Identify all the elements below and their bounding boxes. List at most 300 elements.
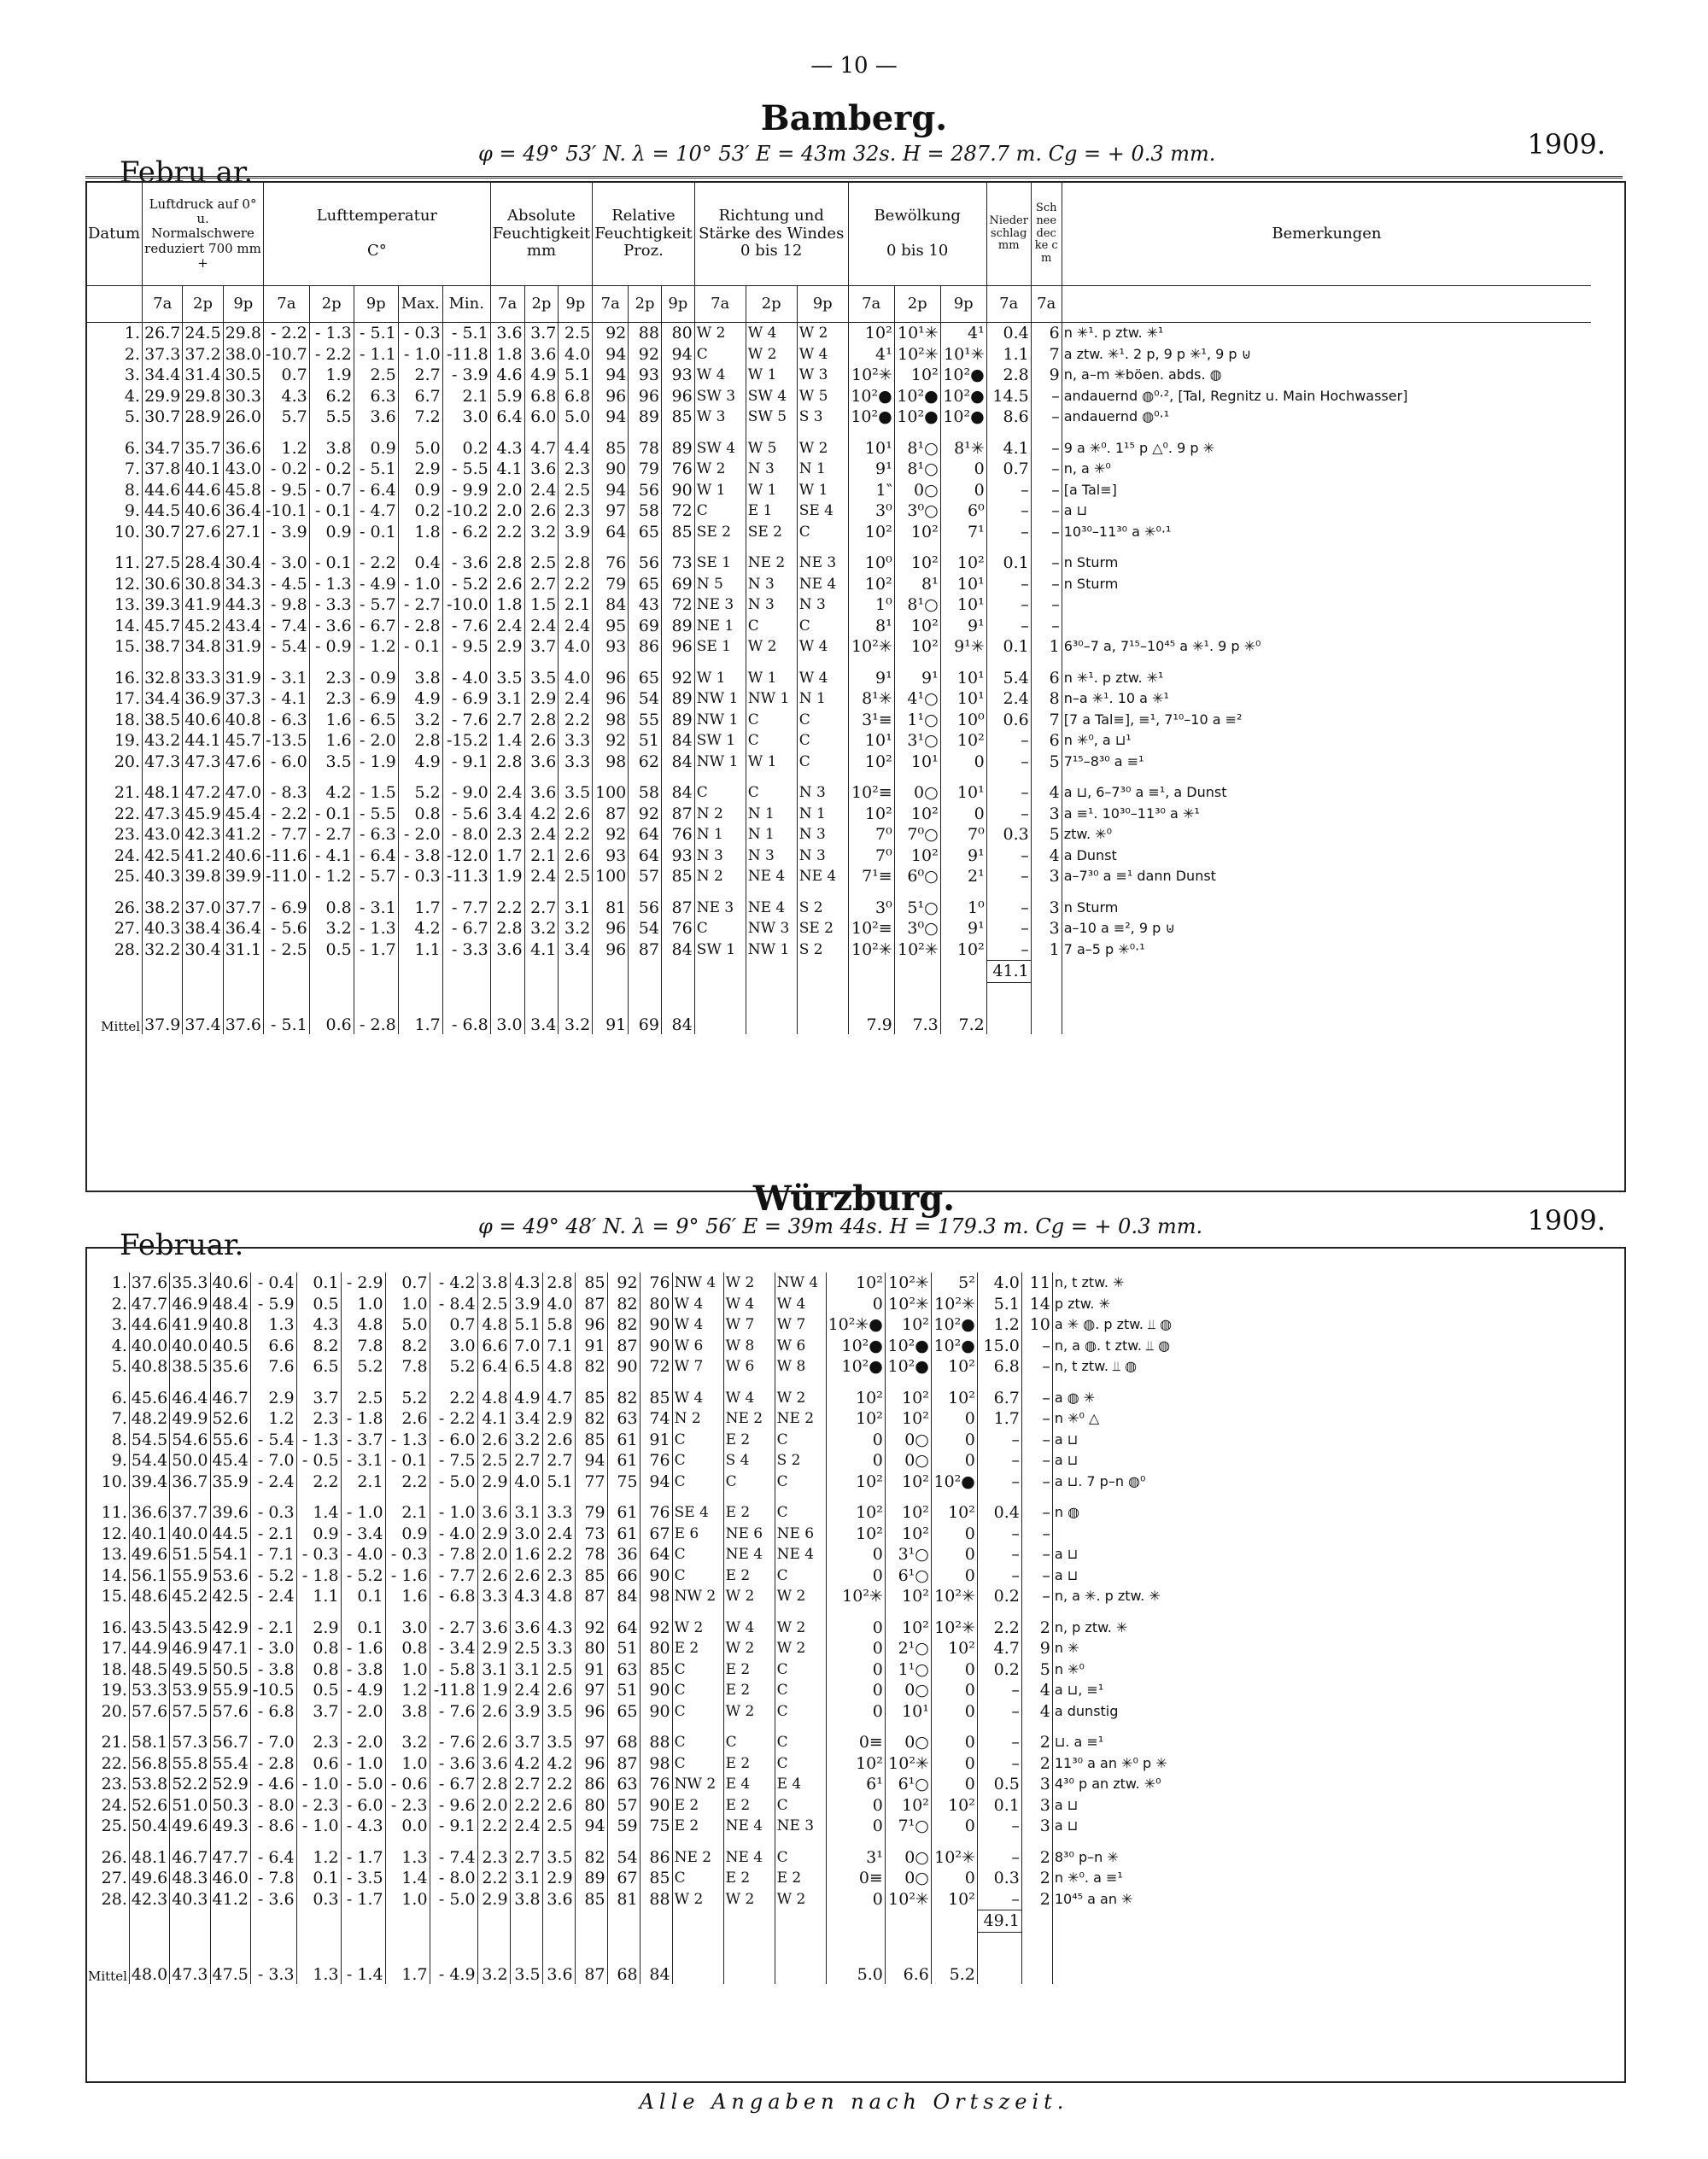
sum-cell	[223, 961, 263, 983]
table-cell: 96	[593, 939, 629, 961]
table-cell: - 1.0	[430, 1502, 477, 1524]
row-gap	[86, 887, 1592, 898]
gap-cell	[797, 428, 848, 438]
gap-cell	[86, 1837, 130, 1847]
table-cell: C	[775, 1753, 826, 1775]
table-row	[86, 1732, 1582, 1753]
table-cell: 2.1	[341, 1472, 385, 1493]
gap-cell	[826, 1378, 885, 1388]
gap-cell	[931, 1837, 977, 1847]
mean-cell	[977, 1932, 1021, 1984]
table-cell: n, a–m ✳böen. abds. ◍	[1062, 365, 1591, 386]
sum-cell	[848, 961, 894, 983]
table-cell: N 3	[746, 845, 797, 867]
table-cell: a ⊔, ≡¹	[1052, 1680, 1582, 1701]
table-cell: 4.1	[524, 939, 559, 961]
table-cell: NW 4	[775, 1273, 826, 1294]
table-cell: - 4.3	[341, 1816, 385, 1837]
table-cell: 3.1	[559, 898, 593, 919]
gap-cell	[490, 887, 524, 898]
gap-cell	[477, 1378, 510, 1388]
gap-cell	[442, 772, 490, 782]
table-cell: - 1.0	[398, 574, 442, 595]
table-cell: 61	[607, 1524, 640, 1545]
table-cell: 5.1	[510, 1314, 542, 1336]
table-cell: 9¹	[848, 668, 894, 689]
table-cell: 14.5	[986, 386, 1031, 407]
table-cell: NW 1	[694, 710, 746, 731]
mean-cell: 37.9	[143, 982, 183, 1034]
table-cell: 40.1	[183, 459, 223, 480]
table-cell: W 2	[694, 459, 746, 480]
table-cell: C	[746, 710, 797, 731]
table-cell: 3.4	[510, 1408, 542, 1430]
table-cell: 0	[931, 1868, 977, 1889]
table-cell: 58.1	[129, 1732, 169, 1753]
table-cell: - 0.1	[309, 804, 354, 825]
gap-cell	[661, 772, 694, 782]
sum-cell	[1062, 961, 1591, 983]
table-cell: 0	[940, 459, 986, 480]
gap-cell	[723, 1837, 775, 1847]
table-cell: 10¹	[940, 782, 986, 804]
table-cell: - 3.5	[341, 1868, 385, 1889]
table-cell: 0	[931, 1565, 977, 1587]
table-cell: –	[977, 1565, 1021, 1587]
table-cell: - 4.9	[354, 574, 398, 595]
table-cell: W 1	[797, 480, 848, 501]
table-cell: 31.9	[223, 668, 263, 689]
table-cell: n Sturm	[1062, 553, 1591, 574]
gap-cell	[490, 542, 524, 553]
table-cell: 57.5	[170, 1701, 210, 1723]
table-cell: 11.	[86, 1502, 130, 1524]
gap-cell	[885, 1837, 931, 1847]
table-cell: 0≡	[826, 1732, 885, 1753]
table-cell: 4³⁰ p an ztw. ✳⁰	[1052, 1774, 1582, 1795]
gap-cell	[885, 1378, 931, 1388]
table-cell: 87	[607, 1336, 640, 1357]
table-cell: 5.2	[430, 1356, 477, 1378]
gap-cell	[143, 772, 183, 782]
table-cell: 11.	[86, 553, 143, 574]
table-cell: 6¹	[826, 1774, 885, 1795]
table-cell: 10²●	[931, 1336, 977, 1357]
table-cell: - 1.7	[354, 939, 398, 961]
table-cell: 3.4	[490, 804, 524, 825]
table-cell: 10	[1021, 1314, 1052, 1336]
table-cell: 1.6	[309, 710, 354, 731]
table-cell: 0	[826, 1680, 885, 1701]
table-cell: W 4	[723, 1388, 775, 1409]
table-cell: N 5	[694, 574, 746, 595]
table-cell: 4.8	[477, 1388, 510, 1409]
table-cell: 1.0	[341, 1294, 385, 1315]
table-cell: 14.	[86, 616, 143, 637]
table-cell: 64	[593, 522, 629, 543]
table-cell: 4¹	[848, 344, 894, 366]
table-cell: 96	[593, 668, 629, 689]
table-cell: 44.6	[143, 480, 183, 501]
table-cell: 0.3	[977, 1868, 1021, 1889]
table-cell: - 2.0	[341, 1701, 385, 1723]
table-cell: 56.1	[129, 1565, 169, 1587]
table-cell: –	[1031, 594, 1062, 616]
table-cell: W 4	[672, 1294, 723, 1315]
table-cell: 1.6	[385, 1586, 430, 1607]
table-cell: - 0.4	[250, 1273, 296, 1294]
table-cell: C	[797, 710, 848, 731]
table-cell: 45.4	[223, 804, 263, 825]
header-sub-4: 7a	[264, 286, 310, 323]
table-cell: W 2	[746, 636, 797, 658]
table-cell: 53.8	[129, 1774, 169, 1795]
table-cell: 10²	[940, 939, 986, 961]
table-cell: 41.2	[210, 1889, 250, 1910]
table-cell: 3.5	[542, 1701, 575, 1723]
table-cell: 2.8	[490, 752, 524, 773]
table-cell: NE 6	[775, 1524, 826, 1545]
table-cell: - 7.8	[250, 1868, 296, 1889]
table-cell: 10²	[931, 1638, 977, 1659]
table-cell: 89	[629, 407, 662, 428]
header-sub-7: Max.	[398, 286, 442, 323]
table-row	[86, 1273, 1582, 1294]
table-cell: W 1	[746, 668, 797, 689]
table-cell: NW 2	[672, 1586, 723, 1607]
header-sub-0	[86, 286, 143, 323]
table-cell: - 5.4	[250, 1430, 296, 1451]
table-cell: 57.3	[170, 1732, 210, 1753]
table-cell: 5¹○	[894, 898, 940, 919]
mean-cell	[797, 982, 848, 1034]
header-sub-22: 7a	[1031, 286, 1062, 323]
gap-cell	[129, 1607, 169, 1618]
table-row	[86, 845, 1592, 867]
table-cell: 10²	[885, 1408, 931, 1430]
gap-cell	[575, 1492, 607, 1502]
table-cell: SW 3	[694, 386, 746, 407]
table-row	[86, 344, 1592, 366]
mean-cell: 1.3	[296, 1932, 341, 1984]
gap-cell	[672, 1607, 723, 1618]
table-cell: 19.	[86, 1680, 130, 1701]
table-cell: 2.4	[524, 866, 559, 887]
table-cell: 61	[607, 1430, 640, 1451]
table-cell: 20.	[86, 1701, 130, 1723]
gap-cell	[143, 428, 183, 438]
table-cell: 6.8	[977, 1356, 1021, 1378]
table-cell: 3.0	[385, 1618, 430, 1639]
table-cell: 0.2	[977, 1586, 1021, 1607]
table-cell: 90	[640, 1336, 672, 1357]
table-cell: 89	[661, 616, 694, 637]
table-cell: 3.8	[309, 438, 354, 459]
table-cell: - 7.8	[430, 1544, 477, 1565]
table-cell: 81	[607, 1889, 640, 1910]
table-cell: 90	[640, 1314, 672, 1336]
table-cell: 75	[607, 1472, 640, 1493]
table-cell: 38.7	[143, 636, 183, 658]
table-cell: - 9.5	[442, 636, 490, 658]
table-cell: 67	[607, 1868, 640, 1889]
table-cell: –	[986, 594, 1031, 616]
table-cell: C	[672, 1544, 723, 1565]
table-cell: 3.6	[490, 323, 524, 344]
table-cell: 3.6	[524, 752, 559, 773]
gap-cell	[210, 1378, 250, 1388]
table-cell: 4.3	[510, 1586, 542, 1607]
table-cell: 28.	[86, 939, 143, 961]
table-cell: - 7.6	[442, 710, 490, 731]
mean-cell	[746, 982, 797, 1034]
table-cell: 2.9	[477, 1889, 510, 1910]
header-sub-20: 9p	[940, 286, 986, 323]
table-cell: 98	[640, 1586, 672, 1607]
table-cell: -10.5	[250, 1680, 296, 1701]
table-cell: 18.	[86, 1659, 130, 1681]
gap-cell	[629, 772, 662, 782]
table-cell: 30.6	[143, 574, 183, 595]
table-cell: 92	[575, 1618, 607, 1639]
table-cell: 10²●	[940, 407, 986, 428]
table-cell: a Dunst	[1062, 845, 1591, 867]
gap-cell	[1062, 428, 1591, 438]
table-cell: 1.9	[490, 866, 524, 887]
table-cell: 0	[826, 1795, 885, 1817]
table-cell: 2.4	[490, 782, 524, 804]
table-cell: 57	[629, 866, 662, 887]
table-cell: SW 1	[694, 939, 746, 961]
table-cell: 84	[661, 730, 694, 752]
mean-cell: 3.2	[477, 1932, 510, 1984]
table-cell: 91	[575, 1659, 607, 1681]
table-cell: 2	[1021, 1889, 1052, 1910]
table-cell: 28.9	[183, 407, 223, 428]
table-cell: 2.5	[524, 553, 559, 574]
gap-cell	[296, 1378, 341, 1388]
table-cell: 88	[640, 1732, 672, 1753]
table-cell: 3.8	[477, 1273, 510, 1294]
table-cell: 47.7	[210, 1847, 250, 1869]
table-cell: 3	[1021, 1816, 1052, 1837]
gap-cell	[341, 1492, 385, 1502]
table-cell: 0	[931, 1753, 977, 1775]
table-cell: 76	[640, 1450, 672, 1472]
table-cell: 40.3	[143, 918, 183, 939]
sum-cell	[775, 1910, 826, 1933]
table-cell: 1.0	[385, 1294, 430, 1315]
table-cell: 52.9	[210, 1774, 250, 1795]
header-sub-11: 9p	[559, 286, 593, 323]
met-table-1	[85, 1273, 1582, 1984]
gap-cell	[607, 1837, 640, 1847]
table-cell: 94	[661, 344, 694, 366]
table-row	[86, 1294, 1582, 1315]
table-cell: 2.4	[510, 1816, 542, 1837]
table-cell: 4.	[86, 386, 143, 407]
table-cell: 87	[661, 898, 694, 919]
sum-cell	[1021, 1910, 1052, 1933]
mean-cell: - 3.3	[250, 1932, 296, 1984]
mean-cell: 3.6	[542, 1932, 575, 1984]
table-cell: 85	[661, 522, 694, 543]
gap-cell	[607, 1607, 640, 1618]
table-cell: 4.7	[542, 1388, 575, 1409]
table-row	[86, 1502, 1582, 1524]
table-cell: 53.9	[170, 1680, 210, 1701]
row-gap	[86, 428, 1592, 438]
table-cell: 10²	[885, 1314, 931, 1336]
table-cell: 84	[593, 594, 629, 616]
table-cell: 0	[826, 1565, 885, 1587]
table-cell: - 0.7	[309, 480, 354, 501]
table-cell: 3	[1021, 1795, 1052, 1817]
gap-cell	[129, 1378, 169, 1388]
table-cell: 67	[640, 1524, 672, 1545]
table-cell: 47.2	[183, 782, 223, 804]
header-sub-3: 9p	[223, 286, 263, 323]
table-cell: E 2	[723, 1868, 775, 1889]
table-cell: - 2.0	[341, 1732, 385, 1753]
table-row	[86, 1701, 1582, 1723]
gap-cell	[848, 658, 894, 668]
table-cell: 4.2	[510, 1753, 542, 1775]
table-cell: 7⁰	[940, 824, 986, 845]
table-cell: -11.8	[430, 1680, 477, 1701]
table-cell: 2.9	[477, 1524, 510, 1545]
table-cell: –	[1021, 1388, 1052, 1409]
table-cell: a ✳ ◍. p ztw. ⫫ ◍	[1052, 1314, 1582, 1336]
table-cell: - 2.2	[264, 804, 310, 825]
table-cell: 3.0	[510, 1524, 542, 1545]
table-cell: 6.2	[309, 386, 354, 407]
header-lufttemperatur: Lufttemperatur C°	[264, 183, 491, 286]
table-cell: W 4	[797, 344, 848, 366]
header-luftdruck: Luftdruck auf 0° u. Normalschwere reduziert 700 mm +	[143, 183, 264, 286]
table-cell: 79	[593, 574, 629, 595]
table-cell: 47.3	[143, 804, 183, 825]
table-cell: 69	[661, 574, 694, 595]
table-cell: 6.8	[559, 386, 593, 407]
table-cell: 4.2	[542, 1753, 575, 1775]
table-cell: 3¹○	[885, 1544, 931, 1565]
table-cell: 48.4	[210, 1294, 250, 1315]
table-cell: 43	[629, 594, 662, 616]
table-cell: - 6.3	[264, 710, 310, 731]
table-cell: 25.	[86, 1816, 130, 1837]
table-cell: NW 1	[746, 939, 797, 961]
table-cell: 2.2	[385, 1472, 430, 1493]
gap-cell	[170, 1837, 210, 1847]
table-cell: a–10 a ≡², 9 p ⊍	[1062, 918, 1591, 939]
table-cell: 90	[640, 1680, 672, 1701]
gap-cell	[940, 658, 986, 668]
table-row	[86, 1847, 1582, 1869]
table-cell: 6.4	[490, 407, 524, 428]
gap-cell	[354, 658, 398, 668]
table-cell: 78	[575, 1544, 607, 1565]
table-cell: - 7.7	[264, 824, 310, 845]
table-cell: –	[977, 1847, 1021, 1869]
table-cell: 72	[661, 594, 694, 616]
table-cell: 8¹✳	[848, 688, 894, 710]
table-cell: 3	[1031, 898, 1062, 919]
table-cell: 2.4	[510, 1680, 542, 1701]
table-cell: N 1	[694, 824, 746, 845]
gap-cell	[640, 1378, 672, 1388]
table-cell: SW 4	[746, 386, 797, 407]
table-cell: S 2	[797, 898, 848, 919]
table-cell: W 2	[672, 1618, 723, 1639]
precip-sum-row	[86, 1910, 1582, 1933]
table-cell: - 1.0	[341, 1753, 385, 1775]
table-cell: 36	[607, 1544, 640, 1565]
table-cell: N 3	[694, 845, 746, 867]
table-cell: 10¹	[940, 574, 986, 595]
table-cell: 55.8	[170, 1753, 210, 1775]
table-cell: 22.	[86, 1753, 130, 1775]
gap-cell	[309, 542, 354, 553]
table-cell: 0○	[885, 1430, 931, 1451]
table-cell: 10²●	[894, 386, 940, 407]
sum-cell	[442, 961, 490, 983]
table-cell: –	[977, 1701, 1021, 1723]
table-cell: 0.8	[296, 1659, 341, 1681]
gap-cell	[672, 1378, 723, 1388]
table-cell: NE 2	[746, 553, 797, 574]
table-cell: 30.7	[143, 522, 183, 543]
table-cell: - 2.0	[398, 824, 442, 845]
table-cell: 4	[1021, 1680, 1052, 1701]
table-cell: - 6.0	[341, 1795, 385, 1817]
gap-cell	[1052, 1492, 1582, 1502]
sum-cell	[661, 961, 694, 983]
table-cell: 10²✳	[848, 939, 894, 961]
gap-cell	[775, 1378, 826, 1388]
table-cell: E 2	[775, 1868, 826, 1889]
table-cell: 75	[640, 1816, 672, 1837]
table-cell: 40.6	[183, 500, 223, 522]
table-row	[86, 730, 1592, 752]
table-cell: 0.8	[398, 804, 442, 825]
table-cell: 8	[1031, 688, 1062, 710]
row-gap	[86, 1607, 1582, 1618]
table-cell: 48.6	[129, 1586, 169, 1607]
table-cell: 1.1	[398, 939, 442, 961]
mean-cell	[672, 1932, 723, 1984]
table-cell: 5.0	[398, 438, 442, 459]
table-cell: 39.8	[183, 866, 223, 887]
table-cell: 5.5	[309, 407, 354, 428]
table-cell: 1.	[86, 323, 143, 344]
table-cell: 10²●	[826, 1336, 885, 1357]
table-cell: 6.5	[510, 1356, 542, 1378]
table-cell: C	[797, 616, 848, 637]
table-cell: 51.0	[170, 1795, 210, 1817]
table-cell: 0.9	[398, 480, 442, 501]
table-cell: n, a ✳⁰	[1062, 459, 1591, 480]
table-cell: 40.1	[129, 1524, 169, 1545]
row-gap	[86, 1492, 1582, 1502]
table-cell: - 8.0	[442, 824, 490, 845]
table-cell: 10⁴⁵ a an ✳	[1052, 1889, 1582, 1910]
table-cell: 31.1	[223, 939, 263, 961]
table-cell: 2.5	[559, 866, 593, 887]
table-cell: 10²	[931, 1502, 977, 1524]
table-cell: NE 4	[746, 866, 797, 887]
table-cell: 1.8	[398, 522, 442, 543]
